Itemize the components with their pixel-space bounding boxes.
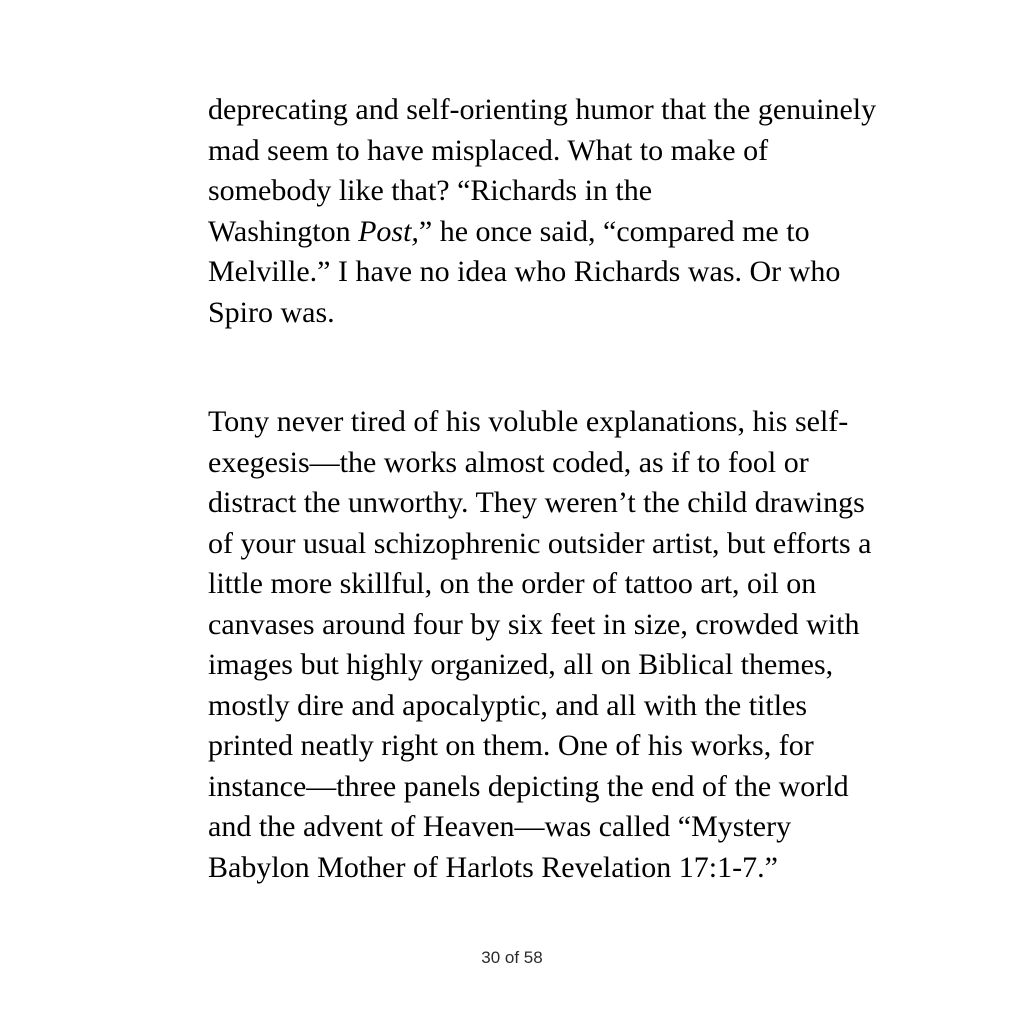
text-segment: mad seem to have misplaced. What to make of: [208, 133, 769, 167]
text-segment: somebody like that? “Richards in the: [208, 174, 653, 207]
text-line: [208, 848, 848, 889]
text-segment: mostly dire and apocalyptic, and all with the titles: [208, 688, 808, 722]
text-segment: distract the unworthy. They weren’t the child drawings: [208, 486, 865, 519]
text-segment: Tony never tired of his voluble explanations, his self-: [208, 405, 849, 438]
text-segment: Babylon Mother of Harlots Revelation 17:1-7.”: [208, 850, 778, 884]
page-text: [208, 90, 877, 888]
text-line: [208, 686, 848, 727]
text-segment: Melville.” I have no idea who Richards was. Or who: [208, 255, 841, 288]
text-segment: canvases around four by six feet in size, crowded with: [208, 607, 860, 641]
page-indicator: 30 of 58: [481, 948, 543, 967]
text-segment: instance—three panels depicting the end of the world: [208, 769, 849, 803]
text-segment: ” he once said, “compared me to: [418, 214, 810, 248]
text-line: [208, 564, 848, 605]
text-line: [208, 807, 848, 848]
text-segment: exegesis—the works almost coded, as if to fool or: [208, 445, 809, 479]
text-line: [208, 131, 848, 172]
text-segment: little more skillful, on the order of tattoo art, oil on: [208, 567, 817, 600]
text-segment: and the advent of Heaven—was called “Mystery: [208, 810, 792, 843]
text-segment: printed neatly right on them. One of his works, for: [208, 729, 814, 762]
text-line: [208, 252, 848, 293]
text-line: [208, 524, 872, 565]
text-line: [208, 605, 860, 646]
paragraph: [208, 402, 872, 888]
text-line: [208, 767, 848, 808]
text-line: [208, 90, 877, 131]
italic-text-segment: Post,: [358, 214, 419, 248]
text-line: [208, 293, 848, 334]
text-line: [208, 645, 848, 686]
text-line: [208, 402, 848, 443]
text-segment: Washington: [208, 214, 359, 248]
text-line: [208, 212, 848, 253]
text-line: [208, 171, 848, 212]
text-line: [208, 443, 848, 484]
text-segment: of your usual schizophrenic outsider artist, but efforts a: [208, 526, 872, 560]
text-segment: images but highly organized, all on Biblical themes,: [208, 648, 834, 681]
text-segment: deprecating and self-orienting humor that the genuinely: [208, 93, 877, 126]
text-segment: Spiro was.: [208, 295, 335, 329]
text-line: [208, 483, 865, 524]
text-line: [208, 726, 848, 767]
paragraph: [208, 90, 877, 333]
